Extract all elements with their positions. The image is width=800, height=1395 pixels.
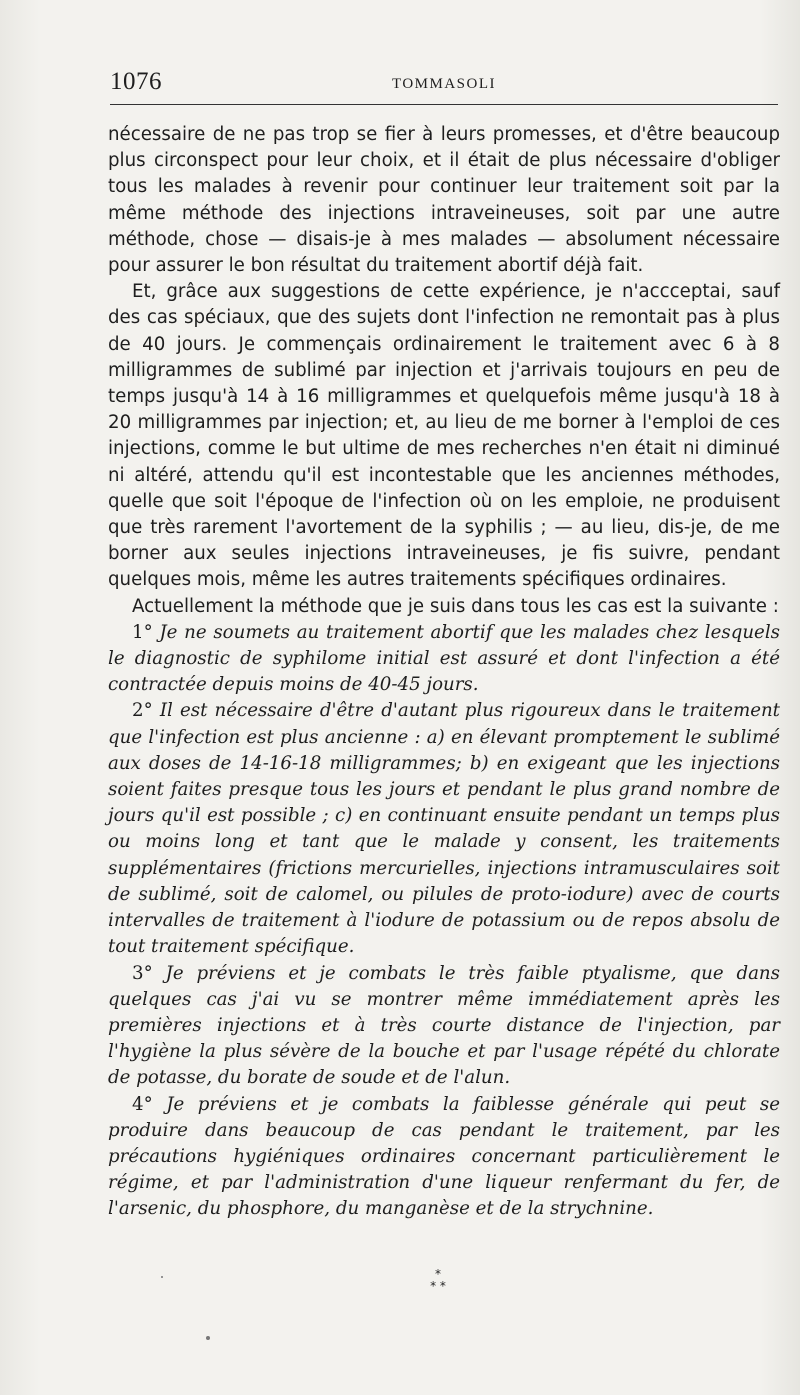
ornament-star-bottom: * * xyxy=(430,1279,446,1293)
page-header xyxy=(110,68,778,98)
numbered-item xyxy=(108,620,780,699)
item-number: 3° xyxy=(132,962,153,984)
item-number: 1° xyxy=(132,621,153,643)
paragraph: nécessaire de ne pas trop se fier à leurs promesses, et d'être beaucoup plus circonspect pour leur choix, et il était de plus nécessaire d'obliger tous les malades à revenir pour continuer leur traitement soit par la même méthode des injections intraveineuses, soit par une autre méthode, chose — disais-je à mes malades — absolument nécessaire pour assurer le bon résultat du traitement abortif déjà fait. xyxy=(108,124,780,277)
paragraph: Et, grâce aux suggestions de cette expérience, je n'accceptai, sauf des cas spéciaux, que des sujets dont l'infection ne remontait pas à plus de 40 jours. Je commençais ordinairement le traitement avec 6 à 8 milligrammes de sublimé par injection et j'arrivais toujours en peu de temps jusqu'à 14 à 16 milligrammes et quelquefois même jusqu'à 18 à 20 milligrammes par injection; et, au lieu de me borner à l'emploi de ces injections, comme le but ultime de mes recherches n'en était ni diminué ni altéré, attendu qu'il est incontestable que les anciennes méthodes, quelle que soit l'époque de l'infection où on les emploie, ne produisent que très rarement l'avortement de la syphilis ; — au lieu, dis-je, de me borner aux seules injections intraveineuses, je fis suivre, pendant quelques mois, même les autres traitements spécifiques ordinaires. xyxy=(108,281,780,591)
numbered-item xyxy=(108,698,780,960)
item-text: Il est nécessaire d'être d'autant plus rigoureux dans le traitement que l'infection est plus ancienne : a) en élevant promptement le sublimé aux doses de 14-16-18 milligrammes; b) en exigeant que les injections soient faites presque tous les jours et pendant le plus grand nombre de jours qu'il est possible ; c) en continuant ensuite pendant un temps plus ou moins long et tant que le malade y consent, les traitements supplémentaires (frictions mercurielles, injections intramusculaires soit de sublimé, soit de calomel, ou pilules de proto-iodure) avec de courts intervalles de traitement à l'iodure de potassium ou de repos absolu de tout traitement spécifique. xyxy=(108,700,780,958)
item-number: 4° xyxy=(132,1093,153,1115)
running-head: TOMMASOLI xyxy=(391,76,497,92)
numbered-item xyxy=(108,1092,780,1223)
item-number: 2° xyxy=(132,700,153,722)
paper-speck xyxy=(161,1276,163,1278)
body-text xyxy=(108,122,780,1223)
item-text: Je préviens et je combats le très faible ptyalisme, que dans quelques cas j'ai vu se montrer même immédiatement après les premières injections et à très courte distance de l'injection, par l'hygiène la plus sévère de la bouche et par l'usage répété du chlorate de potasse, du borate de soude et de l'alun. xyxy=(108,962,780,1089)
numbered-item xyxy=(108,961,780,1092)
section-ornament xyxy=(420,1268,456,1292)
paper-speck xyxy=(206,1336,210,1340)
item-text: Je ne soumets au traitement abortif que les malades chez lesquels le diagnostic de syphilome initial est assuré et dont l'infection a été contractée depuis moins de 40-45 jours. xyxy=(108,621,780,696)
item-text: Je préviens et je combats la faiblesse générale qui peut se produire dans beaucoup de cas pendant le traitement, par les précautions hygiéniques ordinaires concernant particulièrement le régime, et par l'administration d'une liqueur renfermant du fer, de l'arsenic, du phosphore, du manganèse et de la strychnine. xyxy=(108,1093,780,1220)
paragraph: Actuellement la méthode que je suis dans tous les cas est la suivante : xyxy=(132,595,779,617)
ornament-star-top: * xyxy=(435,1267,441,1281)
page-number: 1076 xyxy=(110,68,162,95)
header-rule xyxy=(110,104,778,105)
